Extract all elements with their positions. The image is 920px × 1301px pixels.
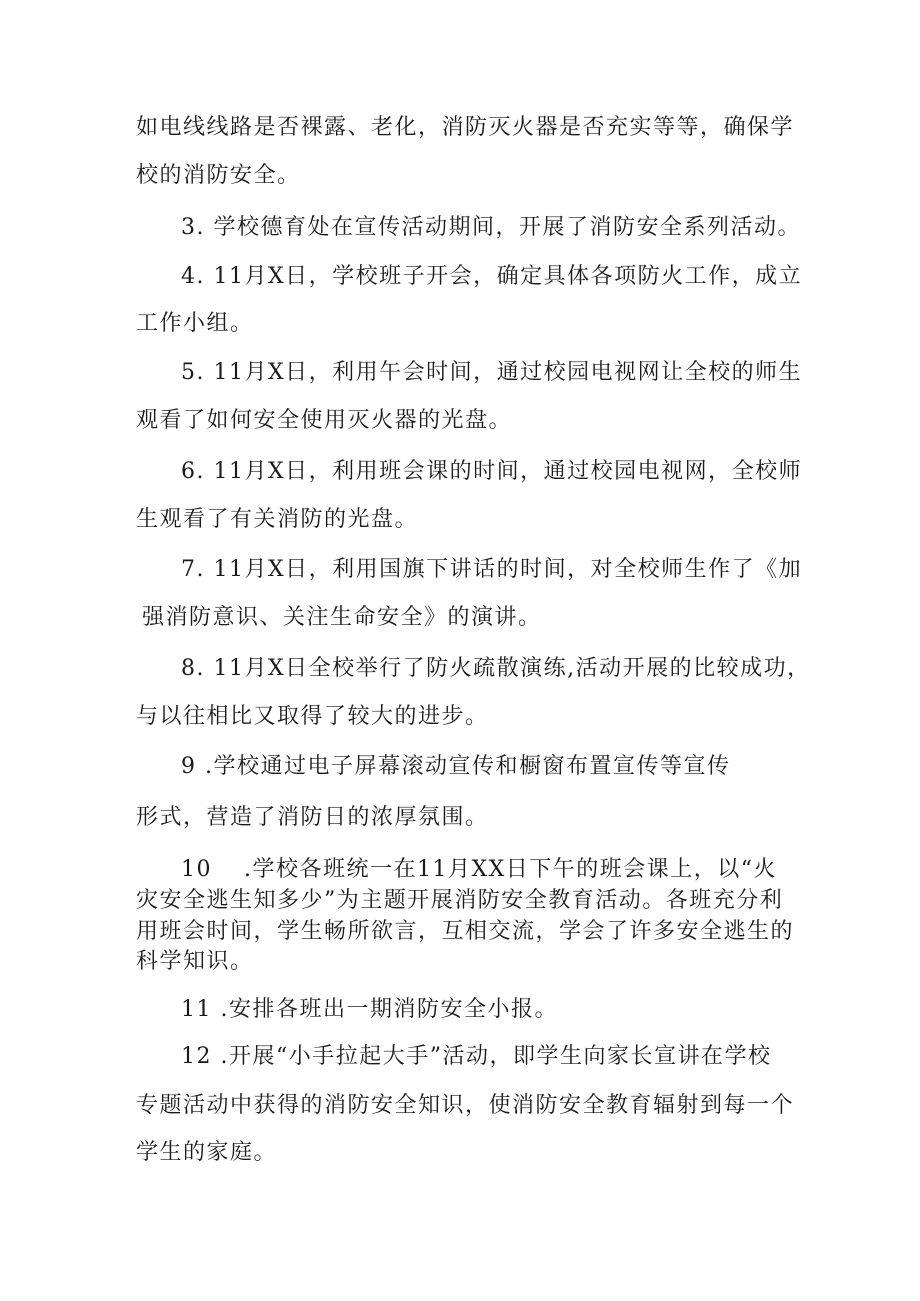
text-line-6: 5. 11月X日，利用午会时间，通过校园电视网让全校的师生 xyxy=(181,360,803,385)
text-line-14: 9 .学校通过电子屏幕滚动宣传和橱窗布置宣传等宣传 xyxy=(181,754,731,779)
text-line-16: 10 .学校各班统一在11月XX日下午的班会课上，以“火 xyxy=(181,857,778,882)
text-line-4: 4. 11月X日，学校班子开会，确定具体各项防火工作，成立 xyxy=(181,264,803,289)
text-line-19: 科学知识。 xyxy=(136,949,254,974)
text-line-11: 强消防意识、关注生命安全》的演讲。 xyxy=(142,605,542,630)
text-line-1: 如电线线路是否裸露、老化，消防灭火器是否充实等等，确保学 xyxy=(136,115,795,140)
text-line-5: 工作小组。 xyxy=(136,311,254,336)
text-line-15: 形式，营造了消防日的浓厚氛围。 xyxy=(136,805,489,830)
text-line-2: 校的消防安全。 xyxy=(136,163,301,188)
text-line-13: 与以往相比又取得了较大的进步。 xyxy=(136,704,489,729)
text-line-12: 8. 11月X日全校举行了防火疏散演练,活动开展的比较成功， xyxy=(181,656,811,681)
text-line-22: 专题活动中获得的消防安全知识，使消防安全教育辐射到每一个 xyxy=(136,1093,795,1118)
text-line-9: 生观看了有关消防的光盘。 xyxy=(136,507,419,532)
text-line-8: 6. 11月X日，利用班会课的时间，通过校园电视网，全校师 xyxy=(181,459,803,484)
text-line-17: 灾安全逃生知多少”为主题开展消防安全教育活动。各班充分利 xyxy=(136,888,784,913)
text-line-3: 3. 学校德育处在宣传活动期间，开展了消防安全系列活动。 xyxy=(181,215,801,240)
text-line-7: 观看了如何安全使用灭火器的光盘。 xyxy=(136,408,513,433)
text-line-18: 用班会时间，学生畅所欲言，互相交流，学会了许多安全逃生的 xyxy=(136,919,795,944)
text-line-23: 学生的家庭。 xyxy=(136,1140,278,1165)
text-line-21: 12 .开展“小手拉起大手”活动，即学生向家长宣讲在学校 xyxy=(181,1044,772,1069)
text-line-10: 7. 11月X日，利用国旗下讲话的时间，对全校师生作了《加 xyxy=(181,557,803,582)
text-line-20: 11 .安排各班出一期消防安全小报。 xyxy=(181,997,558,1022)
